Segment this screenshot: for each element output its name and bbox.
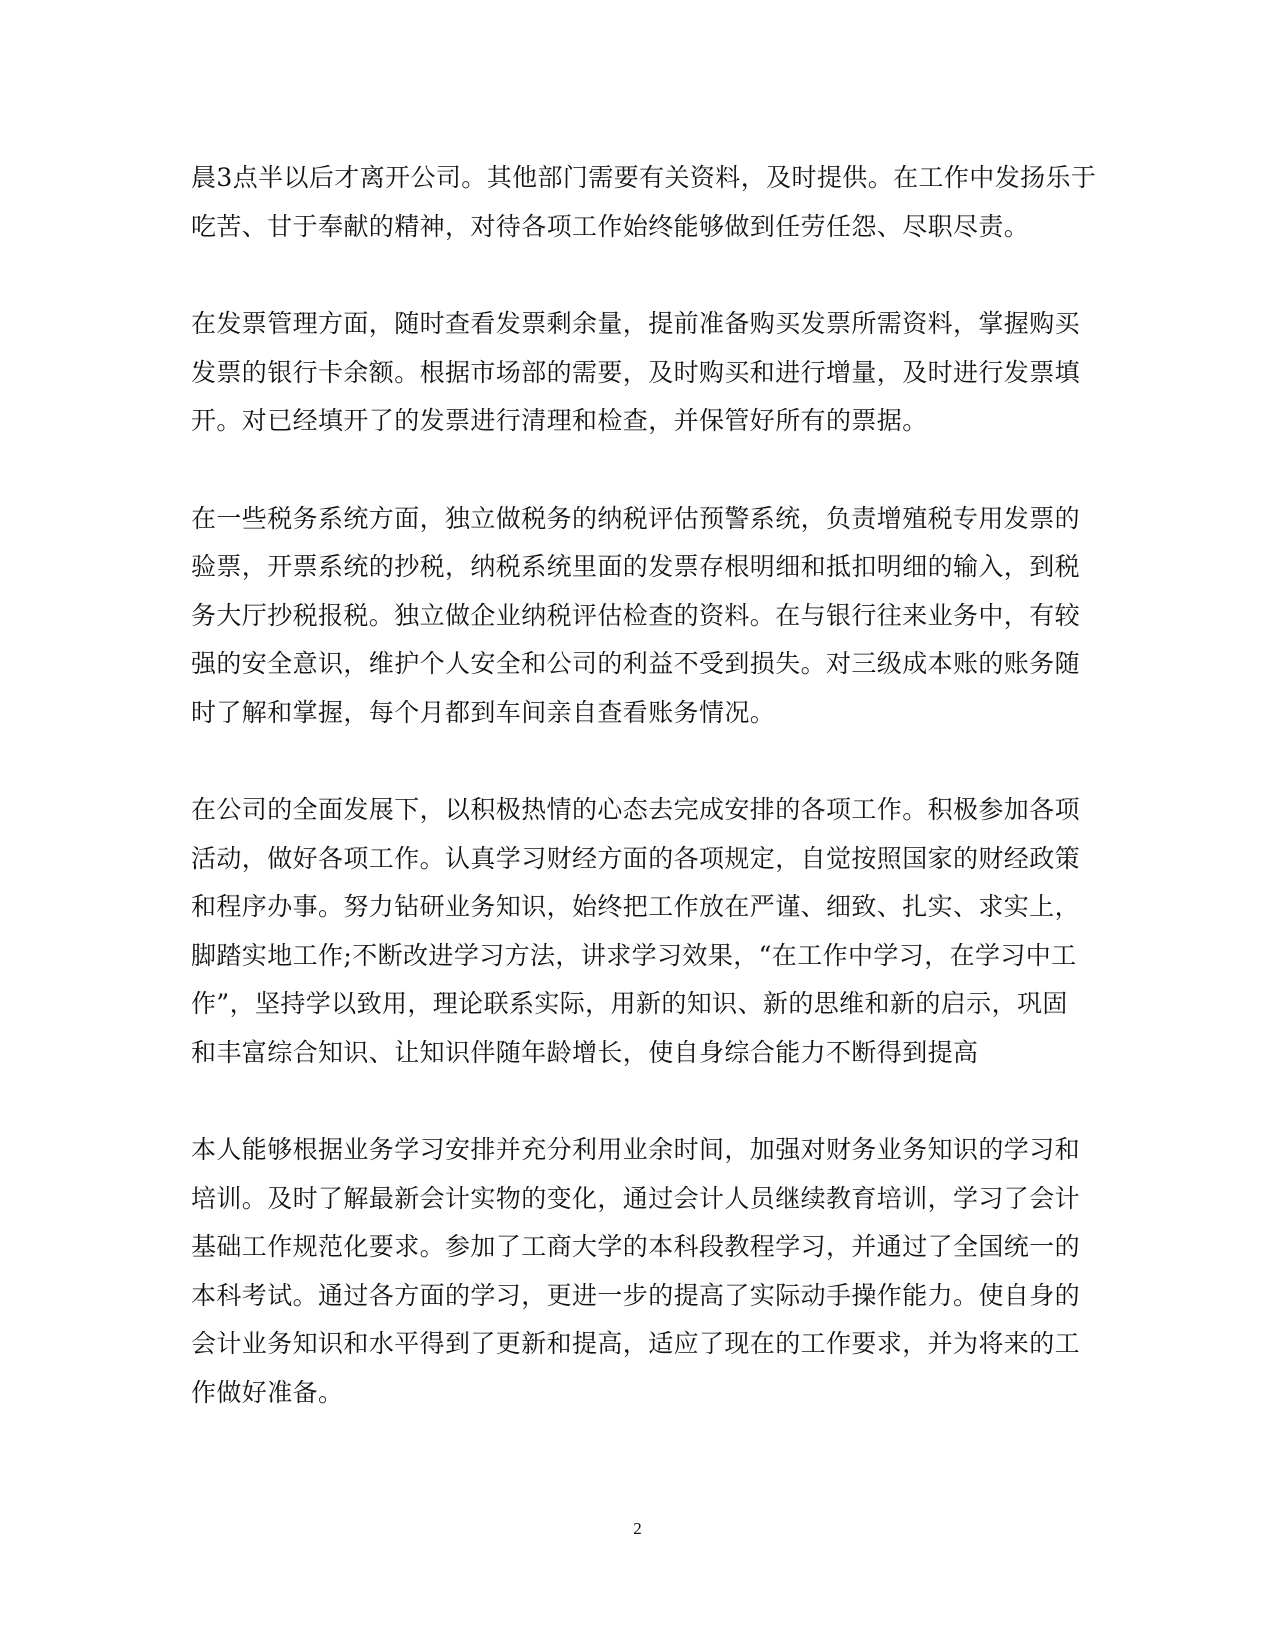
text-line: 培训。及时了解最新会计实物的变化，通过会计人员继续教育培训，学习了会计 [191,1183,1081,1213]
paragraph-5 [191,1126,1087,1417]
text-line: 在发票管理方面，随时查看发票剩余量，提前准备购买发票所需资料，掌握购买 [191,309,1081,338]
text-line: 基础工作规范化要求。参加了工商大学的本科段教程学习，并通过了全国统一的 [191,1232,1081,1261]
document-body [191,154,1097,1466]
text-line: 开。对已经填开了的发票进行清理和检查，并保管好所有的票据。 [191,406,928,435]
paragraph-1 [191,154,1097,251]
paragraph-3 [191,495,1087,738]
paragraph-2 [191,300,1087,446]
text-line: 本科考试。通过各方面的学习，更进一步的提高了实际动手操作能力。使自身的 [191,1280,1081,1310]
text-line: 时了解和掌握，每个月都到车间亲自查看账务情况。 [191,697,776,727]
text-line: 晨3点半以后才离开公司。其他部门需要有关资料，及时提供。在工作中发扬乐于 [191,163,1097,192]
text-line: 在公司的全面发展下，以积极热情的心态去完成安排的各项工作。积极参加各项 [191,795,1081,824]
text-line: 和丰富综合知识、让知识伴随年龄增长，使自身综合能力不断得到提高 [191,1037,979,1067]
text-line: 活动，做好各项工作。认真学习财经方面的各项规定，自觉按照国家的财经政策 [191,843,1081,873]
text-line: 吃苦、甘于奉献的精神，对待各项工作始终能够做到任劳任怨、尽职尽责。 [191,211,1030,241]
text-line: 脚踏实地工作;不断改进学习方法，讲求学习效果，“在工作中学习，在学习中工 [191,940,1077,970]
text-line: 务大厅抄税报税。独立做企业纳税评估检查的资料。在与银行往来业务中，有较 [191,600,1081,630]
paragraph-4 [191,786,1087,1077]
page-number: 2 [633,1519,642,1538]
text-line: 会计业务知识和水平得到了更新和提高，适应了现在的工作要求，并为将来的工 [191,1329,1081,1358]
text-line: 验票，开票系统的抄税，纳税系统里面的发票存根明细和抵扣明细的输入，到税 [191,552,1081,581]
text-line: 本人能够根据业务学习安排并充分利用业余时间，加强对财务业务知识的学习和 [191,1135,1081,1164]
text-line: 强的安全意识，维护个人安全和公司的利益不受到损失。对三级成本账的账务随 [191,649,1081,678]
text-line: 作”，坚持学以致用，理论联系实际，用新的知识、新的思维和新的启示，巩固 [191,989,1068,1018]
text-line: 在一些税务系统方面，独立做税务的纳税评估预警系统，负责增殖税专用发票的 [191,503,1081,533]
text-line: 发票的银行卡余额。根据市场部的需要，及时购买和进行增量，及时进行发票填 [191,357,1081,387]
text-line: 和程序办事。努力钻研业务知识，始终把工作放在严谨、细致、扎实、求实上， [191,892,1081,921]
text-line: 作做好准备。 [191,1377,344,1407]
